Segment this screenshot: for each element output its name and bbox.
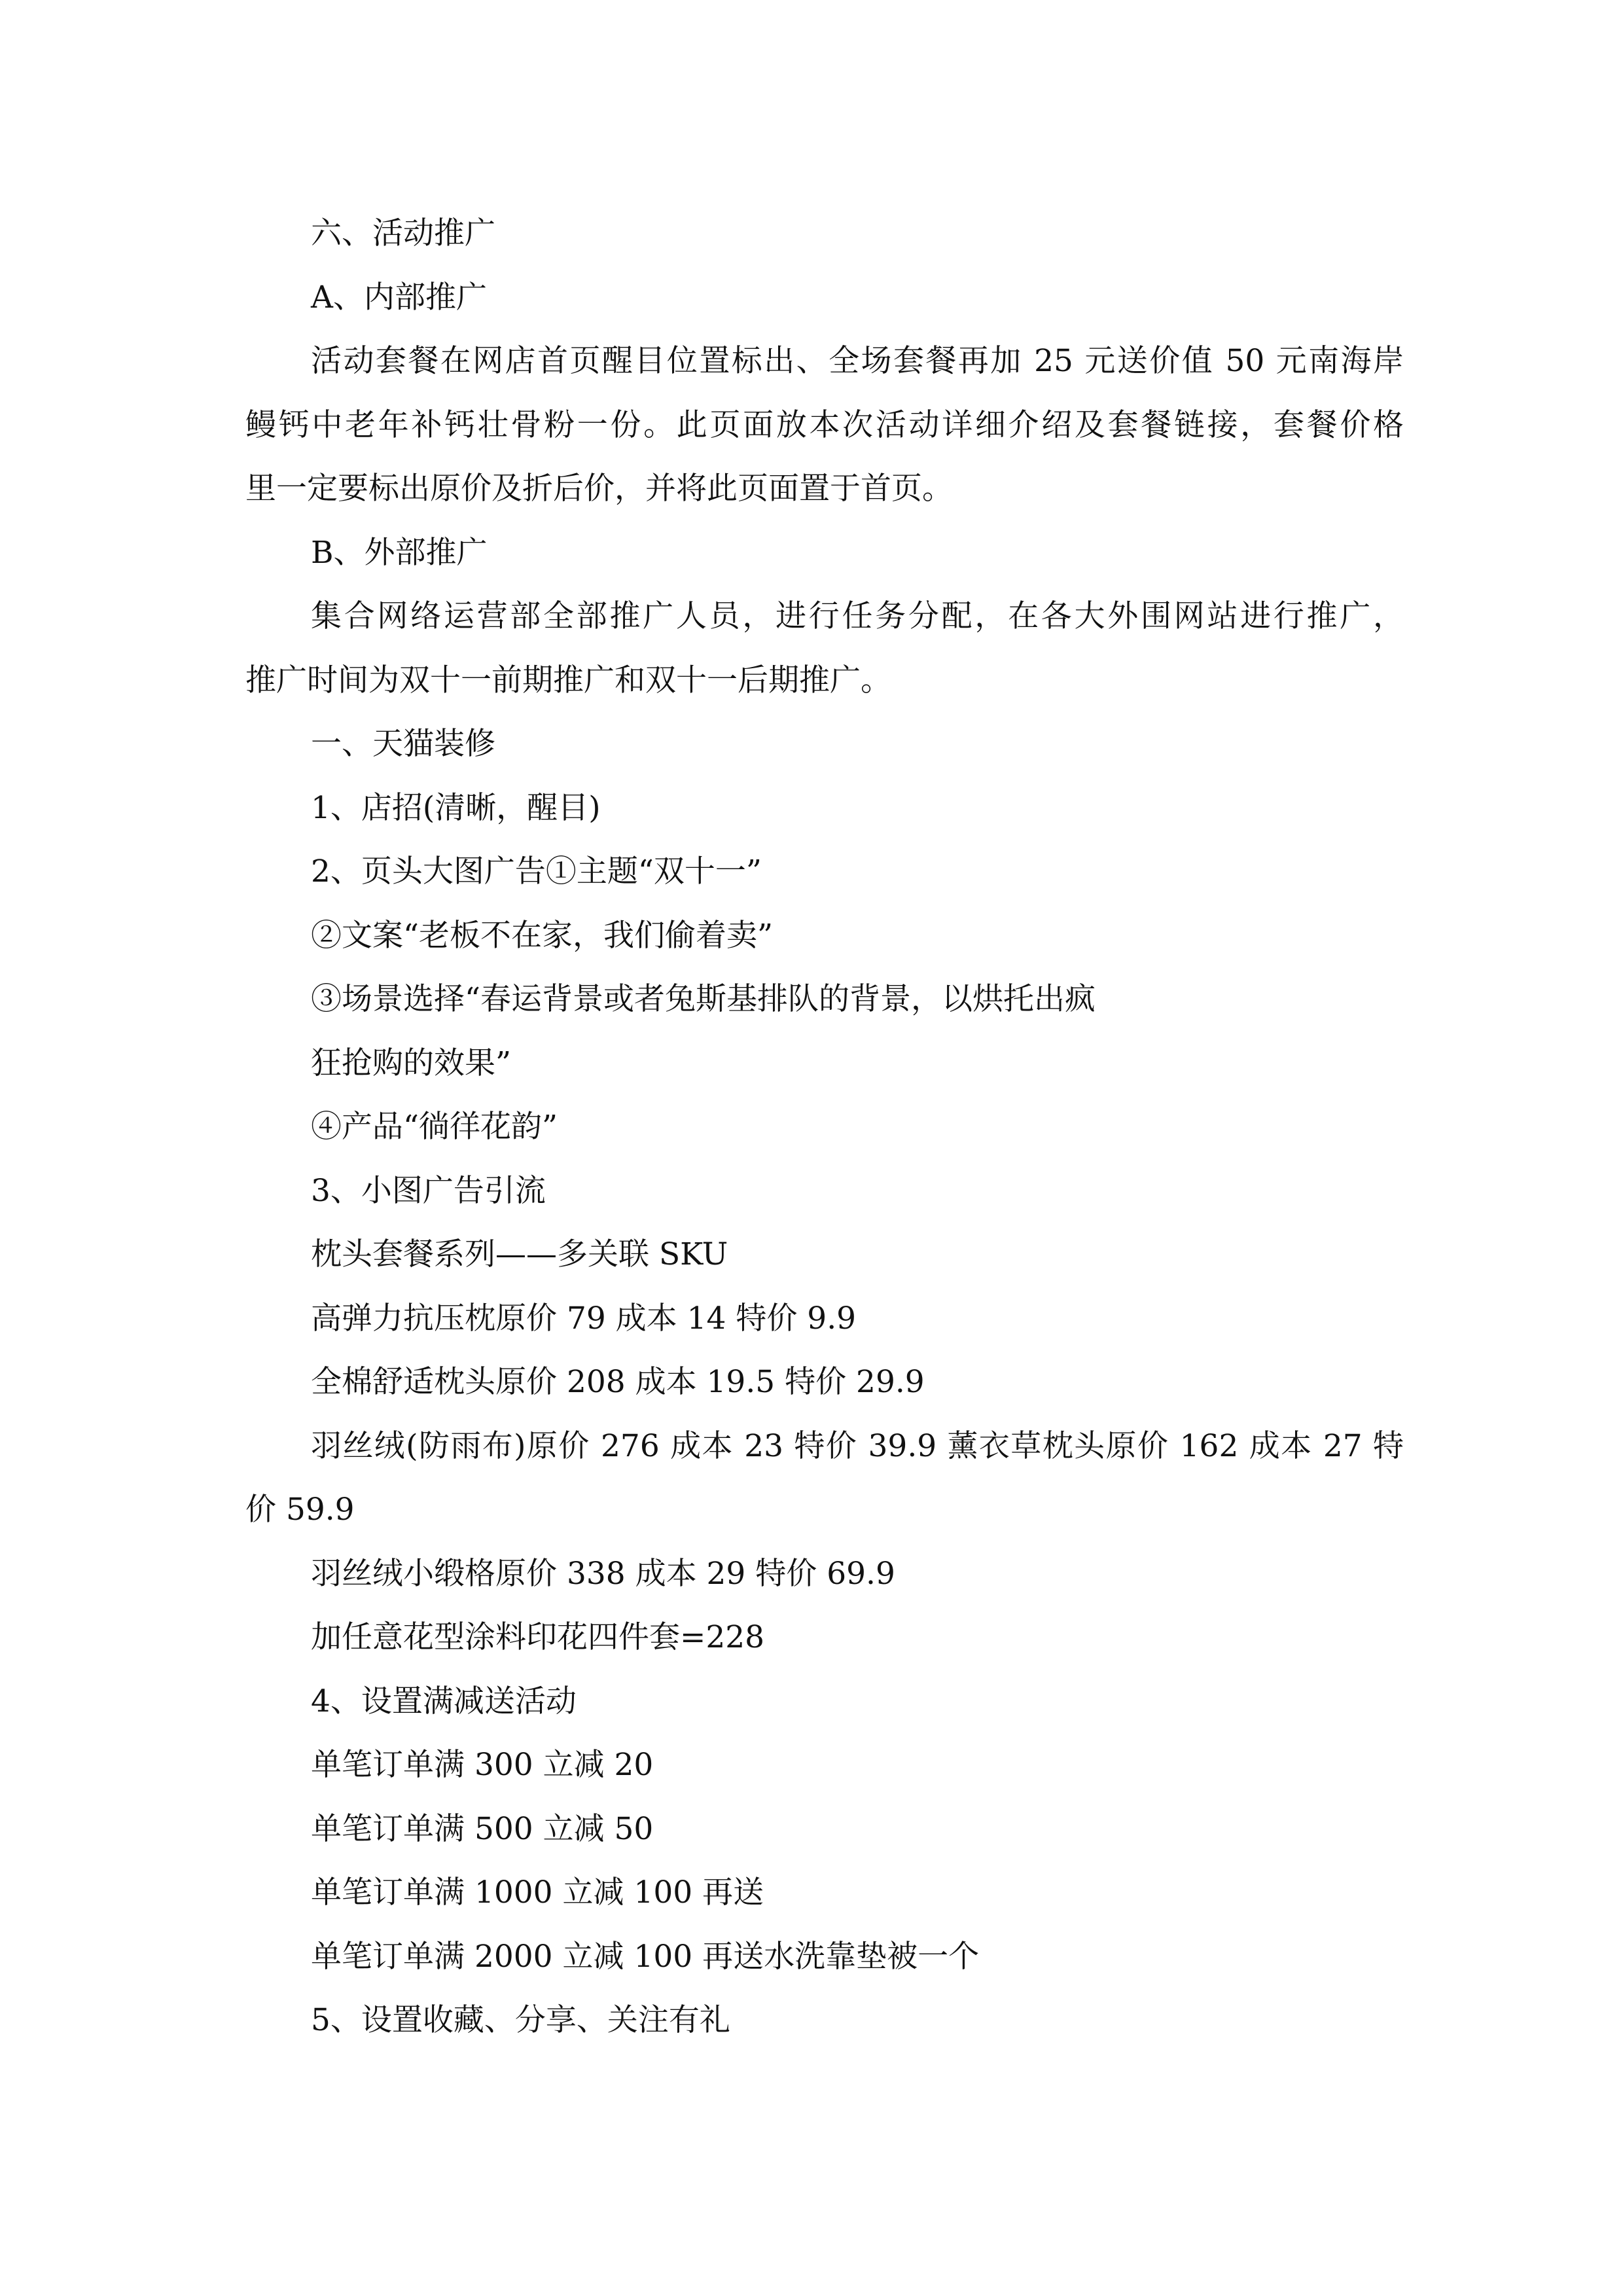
discount-rule: 单笔订单满 300 立减 20	[311, 1747, 654, 1783]
price-line: 价 59.9	[245, 1492, 355, 1528]
document-body	[245, 202, 1404, 2053]
discount-rule: 单笔订单满 1000 立减 100 再送	[311, 1874, 764, 1910]
subheading-internal-promotion: A、内部推广	[311, 279, 487, 315]
paragraph-line: 集合网络运营部全部推广人员，进行任务分配，在各大外围网站进行推广，	[311, 598, 1404, 634]
price-line: 羽丝绒小缎格原价 338 成本 29 特价 69.9	[311, 1555, 895, 1592]
list-item: 2、页头大图广告①主题“双十一”	[311, 853, 762, 889]
price-line: 加任意花型涂料印花四件套=228	[311, 1619, 765, 1655]
paragraph-line: 里一定要标出原价及折后价，并将此页面置于首页。	[245, 471, 953, 507]
paragraph-line: 推广时间为双十一前期推广和双十一后期推广。	[245, 662, 891, 698]
section-heading-tmall-decoration: 一、天猫装修	[311, 726, 495, 762]
price-line: 全棉舒适枕头原价 208 成本 19.5 特价 29.9	[311, 1364, 925, 1400]
list-item: 1、店招(清晰，醒目)	[311, 789, 601, 826]
price-line: 高弹力抗压枕原价 79 成本 14 特价 9.9	[311, 1300, 857, 1336]
list-item: ④产品“徜徉花韵”	[311, 1109, 558, 1145]
price-line: 羽丝绒(防雨布)原价 276 成本 23 特价 39.9 薰衣草枕头原价 162 成本 27 特	[311, 1427, 1404, 1464]
discount-rule: 单笔订单满 2000 立减 100 再送水洗靠垫被一个	[311, 1938, 980, 1975]
discount-rule: 单笔订单满 500 立减 50	[311, 1810, 654, 1847]
paragraph-line: 鳗钙中老年补钙壮骨粉一份。此页面放本次活动详细介绍及套餐链接，套餐价格	[245, 406, 1404, 443]
list-item: ②文案“老板不在家，我们偷着卖”	[311, 917, 774, 954]
list-item: 枕头套餐系列——多关联 SKU	[311, 1236, 728, 1272]
subheading-external-promotion: B、外部推广	[311, 534, 488, 571]
list-item: 狂抢购的效果”	[311, 1045, 512, 1081]
list-item: 5、设置收藏、分享、关注有礼	[311, 2002, 730, 2038]
list-item: 4、设置满减送活动	[311, 1683, 577, 1719]
paragraph-line: 活动套餐在网店首页醒目位置标出、全场套餐再加 25 元送价值 50 元南海岸	[311, 343, 1404, 379]
list-item: ③场景选择“春运背景或者兔斯基排队的背景，以烘托出疯	[311, 981, 1096, 1017]
section-heading-activity-promotion: 六、活动推广	[311, 215, 495, 251]
list-item: 3、小图广告引流	[311, 1172, 546, 1209]
